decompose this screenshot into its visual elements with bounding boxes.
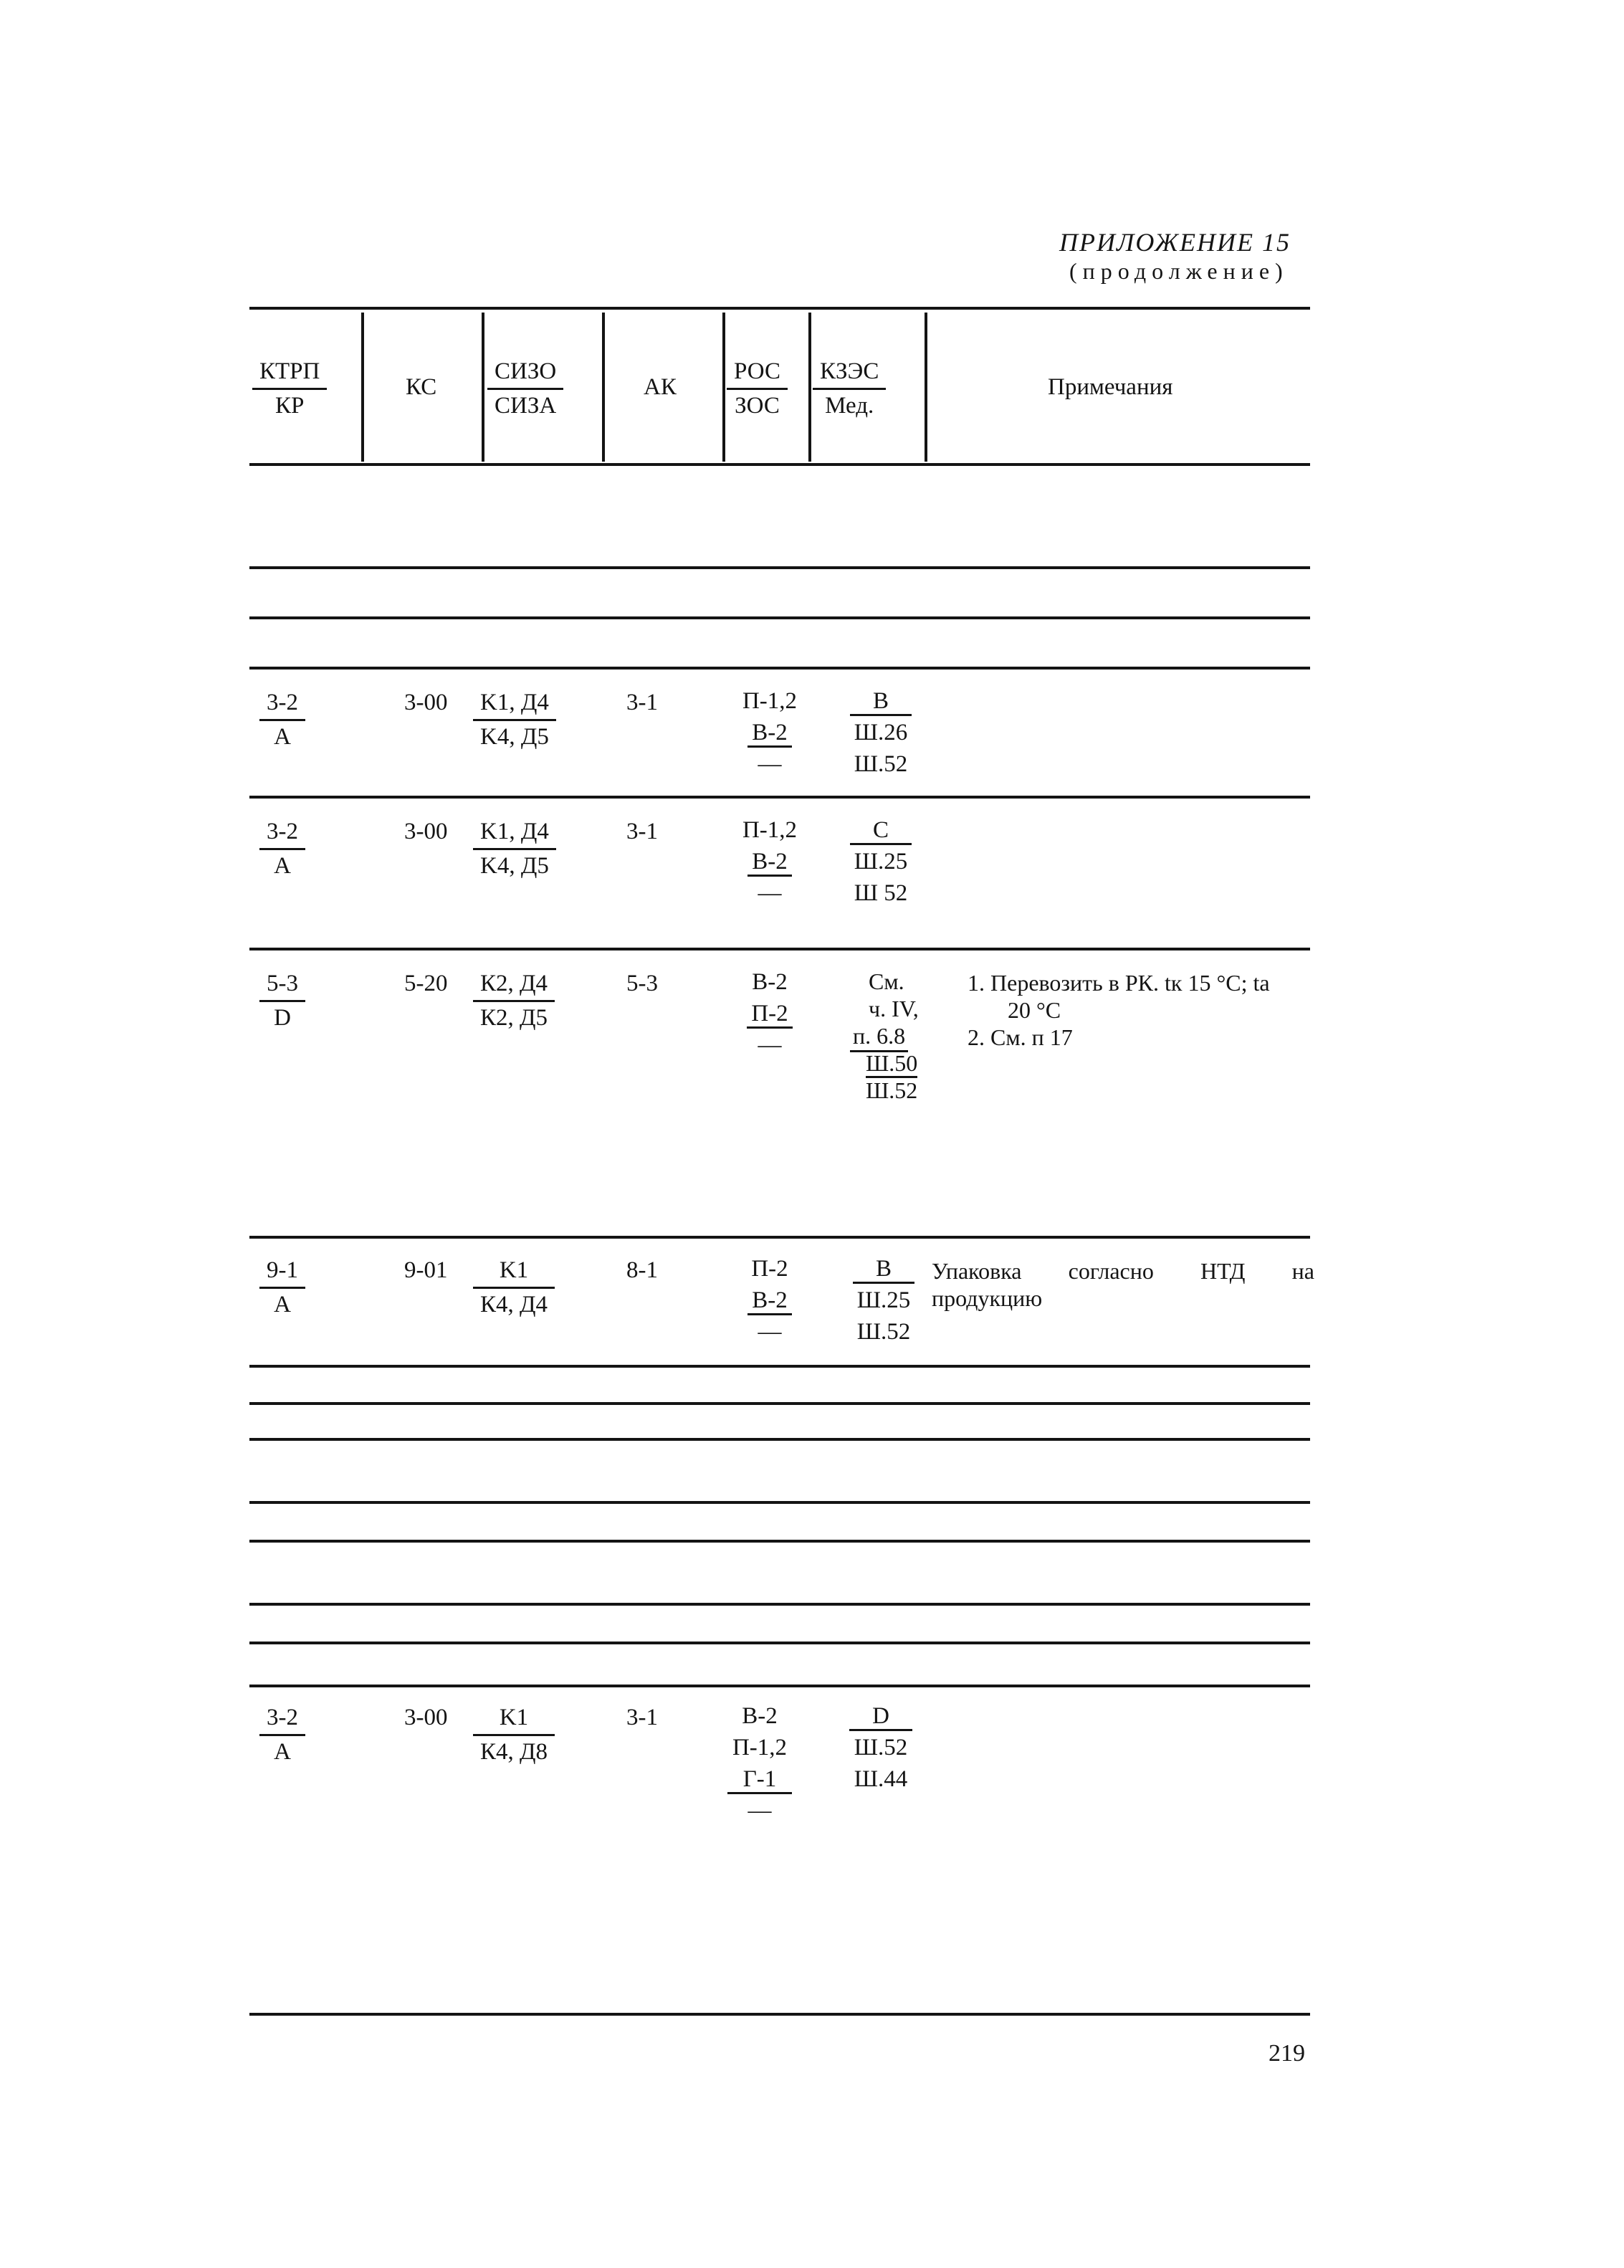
row4-kzes: В bbox=[853, 1256, 914, 1284]
row2-ktrp-kr bbox=[259, 819, 305, 880]
row3-kzes-med bbox=[840, 968, 933, 1104]
row5-ktrp-kr bbox=[259, 1705, 305, 1766]
row4-sizo-siza bbox=[473, 1257, 555, 1318]
row-rule bbox=[249, 1501, 1310, 1504]
column-divider bbox=[482, 313, 484, 462]
row3-ros-line1: В-2 bbox=[752, 969, 788, 995]
row-rule bbox=[249, 796, 1310, 799]
row4-ktrp-kr bbox=[259, 1257, 305, 1318]
row-rule bbox=[249, 1685, 1310, 1687]
table-header-bottom-rule bbox=[249, 463, 1310, 466]
table-bottom-rule bbox=[249, 2013, 1310, 2016]
header-ktrp-kr bbox=[252, 358, 327, 419]
row3-ros-zos bbox=[730, 966, 810, 1061]
row1-sizo-siza bbox=[473, 690, 556, 751]
row2-ktrp: 3-2 bbox=[259, 819, 305, 850]
row3-ktrp-kr bbox=[259, 971, 305, 1031]
row4-note-line2: продукцию bbox=[932, 1285, 1043, 1311]
row-rule bbox=[249, 1236, 1310, 1239]
row3-note-1-cont: 20 °С bbox=[1008, 997, 1061, 1023]
header-ks: КС bbox=[406, 374, 437, 400]
column-divider bbox=[925, 313, 927, 462]
row5-kzes-med bbox=[834, 1700, 927, 1795]
row3-ak: 5-3 bbox=[626, 971, 658, 996]
row3-sizo-siza bbox=[473, 971, 555, 1031]
header-ktrp: КТРП bbox=[252, 358, 327, 390]
row1-sizo: K1, Д4 bbox=[473, 690, 556, 721]
row-rule bbox=[249, 1438, 1310, 1441]
row2-sizo: K1, Д4 bbox=[473, 819, 556, 850]
row2-zos: — bbox=[758, 880, 782, 906]
header-siza: СИЗА bbox=[495, 393, 557, 419]
row4-kr: A bbox=[274, 1292, 291, 1318]
row1-kzes: В bbox=[850, 688, 912, 716]
row4-ros-line1: П-2 bbox=[751, 1256, 788, 1282]
row5-ktrp: 3-2 bbox=[259, 1705, 305, 1736]
row4-ros-zos bbox=[730, 1253, 810, 1348]
column-divider bbox=[722, 313, 725, 462]
row-rule bbox=[249, 1402, 1310, 1405]
row5-med-line2: Ш.44 bbox=[854, 1766, 908, 1792]
page-number: 219 bbox=[1269, 2040, 1305, 2067]
row3-note-2: 2. См. п 17 bbox=[968, 1024, 1073, 1050]
row3-zos: — bbox=[758, 1032, 782, 1058]
row1-ks: 3-00 bbox=[404, 690, 448, 715]
row3-med-line1: Ш.50 bbox=[866, 1050, 917, 1078]
row4-zos: — bbox=[758, 1319, 782, 1345]
header-med: Мед. bbox=[825, 393, 874, 419]
row4-ks: 9-01 bbox=[404, 1257, 448, 1283]
row3-ks: 5-20 bbox=[404, 971, 448, 996]
row3-med-line2: Ш.52 bbox=[866, 1077, 918, 1103]
row-rule bbox=[249, 616, 1310, 619]
row5-ks: 3-00 bbox=[404, 1705, 448, 1730]
row1-ktrp-kr bbox=[259, 690, 305, 751]
row3-kr: D bbox=[274, 1005, 291, 1031]
row2-med-line1: Ш.25 bbox=[854, 849, 908, 875]
row3-note-1: 1. Перевозить в РК. tк 15 °С; tа bbox=[968, 970, 1270, 996]
header-kzes: КЗЭС bbox=[813, 358, 886, 390]
table-top-rule bbox=[249, 307, 1310, 310]
row5-sizo-siza bbox=[473, 1705, 555, 1766]
row1-kzes-med bbox=[834, 685, 927, 780]
row-rule bbox=[249, 667, 1310, 670]
row3-sizo: К2, Д4 bbox=[473, 971, 555, 1002]
row5-kr: A bbox=[274, 1739, 291, 1765]
row5-sizo: K1 bbox=[473, 1705, 555, 1736]
row2-kzes: С bbox=[850, 817, 912, 845]
row3-kzes-line2: ч. IV, bbox=[869, 996, 919, 1021]
row4-med-line1: Ш.25 bbox=[856, 1287, 911, 1313]
header-sizo: СИЗО bbox=[487, 358, 563, 390]
row2-ros-line2: В-2 bbox=[747, 849, 792, 877]
row3-ktrp: 5-3 bbox=[259, 971, 305, 1002]
row1-zos: — bbox=[758, 751, 782, 777]
row1-ktrp: 3-2 bbox=[259, 690, 305, 721]
row2-kzes-med bbox=[834, 814, 927, 909]
row4-notes bbox=[932, 1257, 1314, 1312]
row4-ros-line2: В-2 bbox=[747, 1287, 792, 1315]
row3-siza: К2, Д5 bbox=[480, 1005, 548, 1031]
row1-ros-line2: В-2 bbox=[747, 720, 792, 748]
row1-siza: K4, Д5 bbox=[480, 724, 549, 750]
row5-med-line1: Ш.52 bbox=[854, 1735, 908, 1760]
row2-siza: K4, Д5 bbox=[480, 853, 549, 879]
row3-notes bbox=[968, 969, 1319, 1051]
header-ros-zos bbox=[727, 358, 788, 419]
column-divider bbox=[602, 313, 605, 462]
row2-ros-line1: П-1,2 bbox=[742, 817, 798, 843]
row-rule bbox=[249, 1603, 1310, 1606]
row2-med-line2: Ш 52 bbox=[854, 880, 908, 906]
row1-ros-zos bbox=[730, 685, 810, 780]
appendix-subtitle: (продолжение) bbox=[1069, 258, 1289, 284]
row-rule bbox=[249, 1642, 1310, 1644]
row1-med-line1: Ш.26 bbox=[854, 720, 908, 745]
row2-ros-zos bbox=[730, 814, 810, 909]
row5-ak: 3-1 bbox=[626, 1705, 658, 1730]
row3-ros-line2: П-2 bbox=[747, 1001, 792, 1029]
row2-kr: A bbox=[274, 853, 291, 879]
row2-ak: 3-1 bbox=[626, 819, 658, 844]
row4-med-line2: Ш.52 bbox=[856, 1319, 911, 1345]
column-divider bbox=[808, 313, 811, 462]
header-ak: АК bbox=[644, 374, 677, 400]
header-ros: РОС bbox=[727, 358, 788, 390]
row4-kzes-med bbox=[837, 1253, 930, 1348]
row5-siza: К4, Д8 bbox=[480, 1739, 548, 1765]
row1-ak: 3-1 bbox=[626, 690, 658, 715]
column-divider bbox=[361, 313, 364, 462]
row4-note-line1: Упаковка согласно НТД на bbox=[932, 1258, 1314, 1284]
header-sizo-siza bbox=[487, 358, 563, 419]
row5-ros-line2: П-1,2 bbox=[732, 1735, 788, 1760]
row-rule bbox=[249, 948, 1310, 950]
appendix-title: ПРИЛОЖЕНИЕ 15 bbox=[1059, 228, 1291, 257]
row3-kzes-line3: п. 6.8 bbox=[850, 1023, 908, 1052]
row4-sizo: K1 bbox=[473, 1257, 555, 1289]
row4-siza: К4, Д4 bbox=[480, 1292, 548, 1318]
header-kzes-med bbox=[813, 358, 886, 419]
header-notes: Примечания bbox=[1048, 374, 1173, 400]
row1-ros-line1: П-1,2 bbox=[742, 688, 798, 714]
row4-ktrp: 9-1 bbox=[259, 1257, 305, 1289]
row4-ak: 8-1 bbox=[626, 1257, 658, 1283]
header-zos: ЗОС bbox=[735, 393, 780, 419]
row5-ros-line1: В-2 bbox=[742, 1703, 778, 1729]
row-rule bbox=[249, 566, 1310, 569]
row2-ks: 3-00 bbox=[404, 819, 448, 844]
row3-kzes-line1: См. bbox=[869, 968, 904, 994]
row5-ros-zos bbox=[717, 1700, 803, 1826]
row2-sizo-siza bbox=[473, 819, 556, 880]
row-rule bbox=[249, 1540, 1310, 1543]
header-kr: КР bbox=[274, 393, 305, 419]
row1-med-line2: Ш.52 bbox=[854, 751, 908, 777]
row5-zos: — bbox=[747, 1798, 772, 1824]
row5-ros-line3: Г-1 bbox=[727, 1766, 793, 1794]
row1-kr: A bbox=[274, 724, 291, 750]
row-rule bbox=[249, 1365, 1310, 1368]
row5-kzes: D bbox=[849, 1703, 912, 1731]
